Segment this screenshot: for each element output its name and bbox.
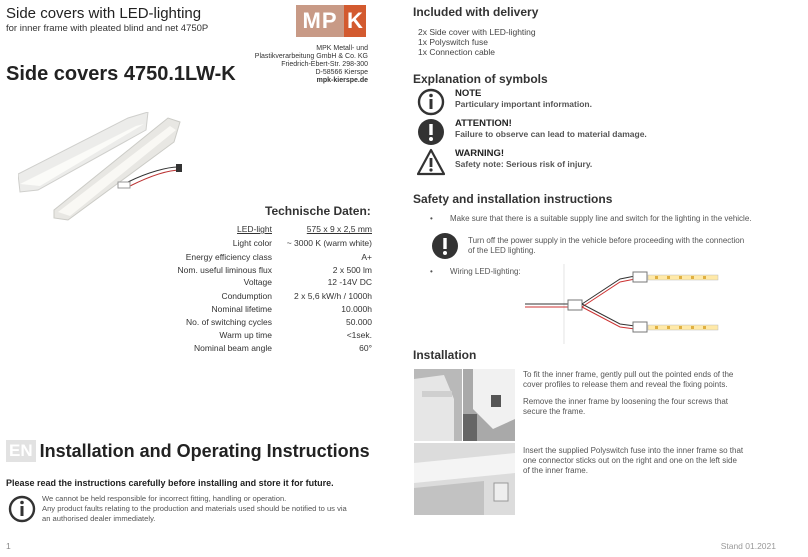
read-instruction: Please read the instructions carefully before installing and store it for future. <box>6 478 334 488</box>
symbol-title: ATTENTION! <box>455 118 512 129</box>
spec-label: Light color <box>232 238 272 248</box>
text-line: one connector sticks out on the right and one on the left side <box>523 456 737 465</box>
install-photo-3 <box>414 443 515 515</box>
symbol-desc: Safety note: Serious risk of injury. <box>455 159 593 169</box>
spec-label: Warm up time <box>219 330 272 340</box>
warning-icon <box>417 148 445 176</box>
product-title: Side covers 4750.1LW-K <box>6 63 236 85</box>
company-line: MPK Metall- und <box>316 45 368 52</box>
disclaimer <box>42 494 372 524</box>
spec-label: Energy efficiency class <box>185 252 272 262</box>
company-line: D-58566 Kierspe <box>315 69 368 76</box>
disclaimer-line: Any product faults relating to the production and materials used should be notified to us via <box>42 504 347 513</box>
install-photo-2 <box>463 369 515 441</box>
spec-value: 12 -14V DC <box>327 277 372 287</box>
install-step-3 <box>523 446 773 476</box>
language-badge: EN <box>6 440 36 462</box>
bullet-text: Wiring LED-lighting: <box>450 267 521 276</box>
company-line: Plastikverarbeitung GmbH & Co. KG <box>254 53 368 60</box>
mpk-logo <box>296 5 366 37</box>
spec-label: Voltage <box>243 277 272 287</box>
list-item: 1x Connection cable <box>418 47 496 57</box>
warning-line: of the LED lighting. <box>468 246 536 255</box>
led-strip <box>648 325 718 330</box>
spec-value: 10.000h <box>341 304 372 314</box>
text-line: Remove the inner frame by loosening the four screws that <box>523 397 728 406</box>
bullet-dot-icon: • <box>430 267 433 276</box>
install-step-1 <box>523 370 773 390</box>
install-step-2 <box>523 397 773 417</box>
text-line: Insert the supplied Polyswitch fuse into the inner frame so that <box>523 446 744 455</box>
symbols-heading: Explanation of symbols <box>413 72 548 86</box>
instructions-title: Installation and Operating Instructions <box>39 440 370 461</box>
list-item: 2x Side cover with LED-lighting <box>418 27 536 37</box>
symbol-desc: Particulary important information. <box>455 99 592 109</box>
spec-label: Nominal lifetime <box>211 304 272 314</box>
tech-data-heading: Technische Daten: <box>265 204 371 218</box>
text-line: secure the frame. <box>523 407 586 416</box>
page-number: 1 <box>6 541 11 551</box>
logo-mp: MP <box>296 5 344 37</box>
delivery-list <box>418 27 536 57</box>
bullet-item <box>430 214 752 223</box>
spec-value: <1sek. <box>346 330 372 340</box>
revision-stand: Stand 01.2021 <box>720 541 776 551</box>
instructions-heading <box>6 440 370 462</box>
attention-icon <box>431 232 459 260</box>
symbol-title: WARNING! <box>455 148 505 159</box>
warning-line: Turn off the power supply in the vehicle before proceeding with the connection <box>468 236 745 245</box>
delivery-heading: Included with delivery <box>413 5 539 19</box>
installation-heading: Installation <box>413 348 477 362</box>
symbol-desc: Failure to observe can lead to material damage. <box>455 129 647 139</box>
spec-value: 60° <box>359 343 372 353</box>
symbol-warning <box>417 148 592 176</box>
spec-label: Condumption <box>221 291 272 301</box>
disclaimer-line: We cannot be held responsible for incorrect fitting, handling or operation. <box>42 494 287 503</box>
spec-value: 2 x 500 lm <box>332 265 372 275</box>
info-icon <box>417 88 445 116</box>
wiring-diagram <box>520 264 725 344</box>
text-line: To fit the inner frame, gently pull out the pointed ends of the <box>523 370 734 379</box>
spec-value: 575 x 9 x 2,5 mm <box>306 224 372 234</box>
spec-label: Nom. useful liminous flux <box>177 265 272 275</box>
spec-value: A+ <box>361 252 372 262</box>
symbol-attention <box>417 118 647 146</box>
attention-icon <box>417 118 445 146</box>
disclaimer-line: an authorised dealer immediately. <box>42 514 156 523</box>
list-item: 1x Polyswitch fuse <box>418 37 488 47</box>
led-strip <box>648 275 718 280</box>
safety-warning <box>468 236 788 256</box>
spec-label: LED-light <box>237 224 272 234</box>
text-line: of the inner frame. <box>523 466 588 475</box>
company-line: Friedrich-Ebert-Str. 298-300 <box>281 61 368 68</box>
spec-value: 2 x 5,6 kW/h / 1000h <box>294 291 372 301</box>
info-icon <box>8 495 36 523</box>
symbol-title: NOTE <box>455 88 482 99</box>
symbol-note <box>417 88 592 116</box>
spec-label: Nominal beam angle <box>194 343 272 353</box>
company-website: mpk-kierspe.de <box>316 77 368 84</box>
safety-heading: Safety and installation instructions <box>413 192 613 206</box>
document-subtitle: for inner frame with pleated blind and net 4750P <box>6 23 209 34</box>
bullet-dot-icon: • <box>430 214 433 223</box>
spec-value: 50.000 <box>346 317 372 327</box>
logo-k: K <box>344 5 366 37</box>
bullet-text: Make sure that there is a suitable supply line and switch for the lighting in the vehicle. <box>450 214 752 223</box>
product-image <box>18 112 193 222</box>
spec-value: ~ 3000 K (warm white) <box>286 238 372 248</box>
spec-label: No. of switching cycles <box>186 317 272 327</box>
document-title: Side covers with LED-lighting <box>6 5 202 22</box>
install-photo-1 <box>414 369 462 441</box>
bullet-item <box>430 267 521 276</box>
text-line: cover profiles to release them and reveal the fixing points. <box>523 380 728 389</box>
